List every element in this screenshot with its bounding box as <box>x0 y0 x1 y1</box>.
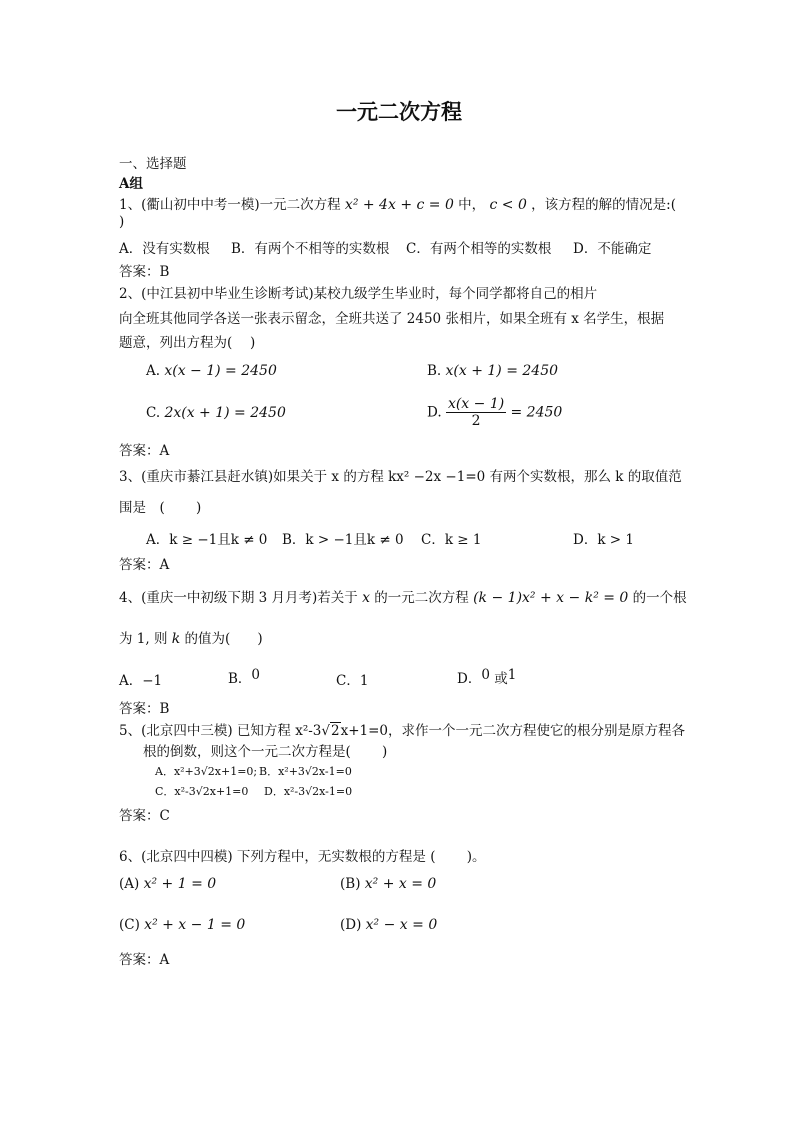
q5-line-1 <box>119 719 685 739</box>
q4-line-2-a: 为 1, 则 <box>119 631 168 647</box>
q3-option-d: D．k > 1 <box>573 532 634 548</box>
q1-option-a: A．没有实数根 <box>119 241 210 257</box>
q1-option-c: C．有两个相等的实数根 <box>406 241 552 257</box>
q2-option-d-label: D. <box>427 404 442 421</box>
q4-line-1 <box>119 586 687 606</box>
q6-option-b <box>340 876 436 892</box>
q3-option-a: A．k ≥ −1且k ≠ 0 <box>146 532 268 548</box>
q4-option-a: A．−1 <box>119 673 163 689</box>
q6-option-d-equation: x² − x = 0 <box>365 917 438 933</box>
group-heading: A组 <box>119 176 143 192</box>
q3-line-2: 围是 ( ) <box>119 500 202 516</box>
q1-stem-b: 中， <box>458 197 486 213</box>
q2-option-c-equation: 2x(x + 1) = 2450 <box>164 405 286 421</box>
q4-option-d-value-a: 0 <box>481 667 490 683</box>
q3-line-1: 3、(重庆市綦江县赶水镇)如果关于 x 的方程 kx² −2x −1=0 有两个实数根，那么 k 的取值范 <box>119 469 682 485</box>
q4-answer: 答案：B <box>119 701 170 717</box>
q5-answer: 答案：C <box>119 808 170 824</box>
q1-stem-end: ) <box>119 214 125 230</box>
q2-option-b <box>427 363 558 379</box>
q4-option-d-or: 或 <box>494 671 508 687</box>
q2-option-a <box>146 363 277 379</box>
q2-option-d-denominator: 2 <box>471 413 481 429</box>
q6-option-d-label: (D) <box>340 917 362 933</box>
q1-option-b: B．有两个不相等的实数根 <box>231 241 390 257</box>
q6-option-a-label: (A) <box>119 876 140 892</box>
q2-option-c-label: C. <box>146 405 161 421</box>
q2-option-a-equation: x(x − 1) = 2450 <box>164 363 277 379</box>
q2-line-2: 向全班其他同学各送一张表示留念，全班共送了 2450 张相片，如果全班有 x 名学生，根据 <box>119 311 665 327</box>
q1-condition: c < 0 <box>489 197 527 213</box>
q6-option-b-label: (B) <box>340 876 361 892</box>
q4-equation: (k − 1)x² + x − k² = 0 <box>473 590 629 606</box>
q4-option-d-value-b: 1 <box>507 667 517 683</box>
q6-answer: 答案：A <box>119 952 170 968</box>
q3-option-c: C．k ≥ 1 <box>421 532 482 548</box>
q2-option-b-label: B. <box>427 363 442 379</box>
q4-line-2-variable: k <box>171 631 181 647</box>
q2-option-d <box>427 396 562 429</box>
q2-option-d-fraction <box>446 396 506 429</box>
q6-option-d <box>340 917 437 933</box>
sqrt-icon: √ <box>321 723 330 739</box>
q4-option-d-label: D． <box>457 671 482 687</box>
q6-option-a <box>119 876 216 892</box>
section-heading: 一、选择题 <box>119 156 187 172</box>
q4-stem-b: 的一元二次方程 <box>374 590 469 606</box>
q6-option-c-equation: x² + x − 1 = 0 <box>144 917 246 933</box>
q2-option-d-rhs: = 2450 <box>510 404 563 421</box>
q2-option-d-numerator: x(x − 1) <box>447 396 505 412</box>
q6-option-b-equation: x² + x = 0 <box>364 876 437 892</box>
q5-radicand: 2 <box>331 723 340 739</box>
q5-option-c: C．x²-3√2x+1=0 <box>155 785 249 798</box>
q6-option-c-label: (C) <box>119 917 140 933</box>
q1-stem-c: ，该方程的解的情况是:( <box>531 197 676 213</box>
q1-option-d: D．不能确定 <box>573 241 652 257</box>
q4-option-d <box>457 667 516 687</box>
q6-stem: 6、(北京四中四模) 下列方程中，无实数根的方程是 ( )。 <box>119 849 486 865</box>
q1-equation: x² + 4x + c = 0 <box>344 197 454 213</box>
q2-option-b-equation: x(x + 1) = 2450 <box>445 363 559 379</box>
q2-line-3: 题意，列出方程为( ) <box>119 335 256 351</box>
q4-line-2-b: 的值为( ) <box>184 631 263 647</box>
q5-line-1-b: x+1=0，求作一个一元二次方程使它的根分别是原方程各 <box>340 723 686 739</box>
q2-option-a-label: A. <box>146 363 161 379</box>
q2-line-1: 2、(中江县初中毕业生诊断考试)某校九级学生毕业时，每个同学都将自己的相片 <box>119 286 598 302</box>
q4-option-b <box>228 667 260 687</box>
q5-option-d: D．x²-3√2x-1=0 <box>264 785 353 798</box>
q4-stem-c: 的一个根 <box>632 590 687 606</box>
q2-option-c <box>146 405 286 421</box>
q1-answer: 答案：B <box>119 264 170 280</box>
q5-option-a: A．x²+3√2x+1=0; <box>155 765 258 778</box>
q3-answer: 答案：A <box>119 557 170 573</box>
q5-option-b: B．x²+3√2x-1=0 <box>259 765 352 778</box>
q4-stem-a: 4、(重庆一中初级下期 3 月月考)若关于 <box>119 590 358 606</box>
q6-option-a-equation: x² + 1 = 0 <box>143 876 217 892</box>
q2-answer: 答案：A <box>119 443 170 459</box>
q1-stem <box>119 193 676 213</box>
q6-option-c <box>119 917 245 933</box>
page-title: 一元二次方程 <box>336 99 462 124</box>
q5-line-1-a: 5、(北京四中三模) 已知方程 x²-3 <box>119 723 322 739</box>
q4-option-b-value: 0 <box>251 667 261 683</box>
q5-line-2: 根的倒数，则这个一元二次方程是( ) <box>143 744 388 760</box>
q3-option-b: B．k > −1且k ≠ 0 <box>282 532 404 548</box>
q4-variable: x <box>362 590 370 606</box>
q4-line-2 <box>119 627 263 647</box>
q4-option-b-label: B． <box>228 671 252 687</box>
q1-stem-a: 1、(衢山初中中考一模)一元二次方程 <box>119 197 341 213</box>
q4-option-c: C．1 <box>336 673 369 689</box>
